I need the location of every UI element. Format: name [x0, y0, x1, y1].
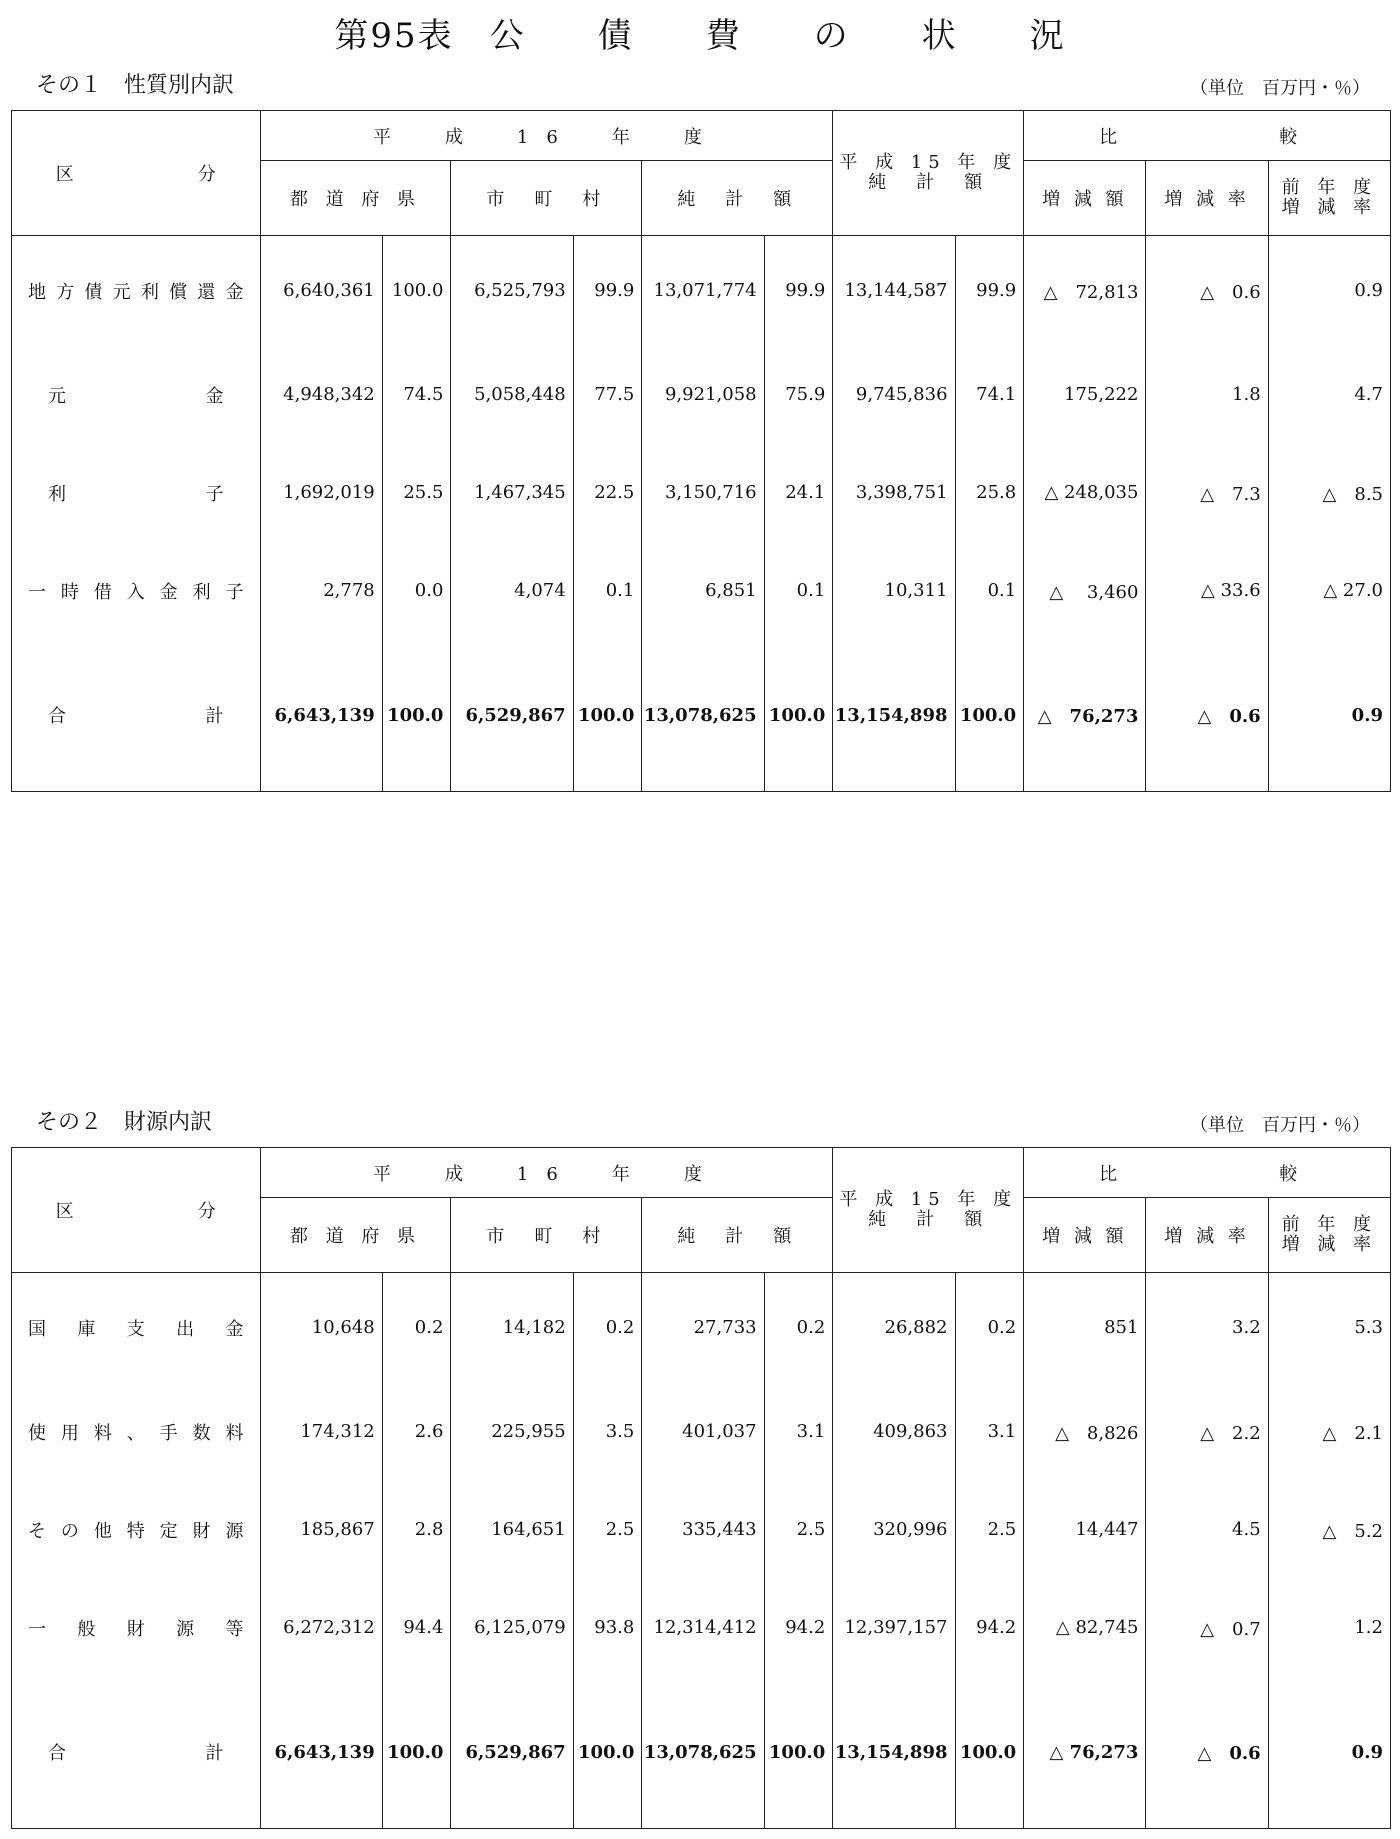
table-row — [12, 444, 1391, 542]
table-cell: 1,467,345 — [451, 444, 573, 542]
table-cell: 225,955 — [451, 1383, 573, 1481]
table-row — [12, 542, 1391, 640]
table-cell: 6,643,139 — [260, 1677, 382, 1829]
table-cell: 12,314,412 — [642, 1579, 764, 1677]
table-cell: 22.5 — [573, 444, 642, 542]
table2-subtitle: その２ 財源内訳 — [36, 1110, 213, 1135]
table-cell: 3.1 — [764, 1383, 833, 1481]
row-label: 一般財源等 — [12, 1579, 261, 1677]
header-zougenritsu: 増 減 率 — [1146, 161, 1268, 236]
table-cell: 5,058,448 — [451, 346, 573, 444]
table-cell: 0.0 — [382, 542, 451, 640]
table-cell: 100.0 — [955, 1677, 1024, 1829]
table-cell: 2.8 — [382, 1481, 451, 1579]
table-cell: △ 0.7 — [1146, 1579, 1268, 1677]
header-kubun: 区 分 — [12, 111, 261, 236]
header-zennen: 前 年 度 増 減 率 — [1268, 1198, 1390, 1273]
header-h16: 平 成 16 年 度 — [260, 1148, 833, 1198]
table-cell: 2.5 — [764, 1481, 833, 1579]
table-cell: 6,125,079 — [451, 1579, 573, 1677]
table2-unit: （単位 百万円・％） — [1190, 1115, 1370, 1136]
table-cell: 0.1 — [764, 542, 833, 640]
table-by-funding — [11, 1147, 1391, 1829]
table-cell: 4.7 — [1268, 346, 1390, 444]
table-cell: 0.9 — [1268, 236, 1390, 346]
table-cell: 0.2 — [955, 1273, 1024, 1383]
table-cell: △ 8.5 — [1268, 444, 1390, 542]
table-cell: 2,778 — [260, 542, 382, 640]
row-label: その他特定財源 — [12, 1481, 261, 1579]
table-cell: △ 2.2 — [1146, 1383, 1268, 1481]
table-cell: 1,692,019 — [260, 444, 382, 542]
table-cell: 409,863 — [833, 1383, 955, 1481]
header-junkei: 純 計 額 — [642, 1198, 833, 1273]
table-row — [12, 1677, 1391, 1829]
table-cell: 13,144,587 — [833, 236, 955, 346]
header-todofuken: 都 道 府 県 — [260, 161, 451, 236]
table-cell: 320,996 — [833, 1481, 955, 1579]
header-hikaku: 比 較 — [1024, 1148, 1391, 1198]
table-cell: △ 0.6 — [1146, 1677, 1268, 1829]
table-cell: 6,643,139 — [260, 640, 382, 792]
table-cell: 100.0 — [382, 640, 451, 792]
table-cell: 25.8 — [955, 444, 1024, 542]
table-cell: 164,651 — [451, 1481, 573, 1579]
table-cell: △ 3,460 — [1024, 542, 1146, 640]
table-cell: 0.1 — [573, 542, 642, 640]
table-cell: 4.5 — [1146, 1481, 1268, 1579]
table-cell: △ 7.3 — [1146, 444, 1268, 542]
table-cell: 1.2 — [1268, 1579, 1390, 1677]
header-zennen: 前 年 度 増 減 率 — [1268, 161, 1390, 236]
header-kubun: 区 分 — [12, 1148, 261, 1273]
header-junkei: 純 計 額 — [642, 161, 833, 236]
table-row — [12, 640, 1391, 792]
table-cell: 25.5 — [382, 444, 451, 542]
table-cell: 0.1 — [955, 542, 1024, 640]
table-cell: 100.0 — [764, 640, 833, 792]
table-cell: 100.0 — [764, 1677, 833, 1829]
table-cell: 27,733 — [642, 1273, 764, 1383]
table-cell: △ 248,035 — [1024, 444, 1146, 542]
table-cell: 4,074 — [451, 542, 573, 640]
header-zougengaku: 増 減 額 — [1024, 1198, 1146, 1273]
table-cell: 9,745,836 — [833, 346, 955, 444]
table-cell: 13,154,898 — [833, 640, 955, 792]
table-cell: 6,851 — [642, 542, 764, 640]
table-cell: 100.0 — [573, 1677, 642, 1829]
table-cell: 4,948,342 — [260, 346, 382, 444]
row-label: 一時借入金利子 — [12, 542, 261, 640]
table-cell: 3,398,751 — [833, 444, 955, 542]
table-cell: △ 82,745 — [1024, 1579, 1146, 1677]
table-cell: △ 5.2 — [1268, 1481, 1390, 1579]
table-cell: 6,640,361 — [260, 236, 382, 346]
table-cell: 75.9 — [764, 346, 833, 444]
row-label: 地方債元利償還金 — [12, 236, 261, 346]
table-cell: 13,154,898 — [833, 1677, 955, 1829]
table-cell: △ 2.1 — [1268, 1383, 1390, 1481]
table-cell: 100.0 — [382, 1677, 451, 1829]
table-row — [12, 1481, 1391, 1579]
table-cell: △ 76,273 — [1024, 640, 1146, 792]
table-cell: 2.6 — [382, 1383, 451, 1481]
table-cell: 94.4 — [382, 1579, 451, 1677]
table-cell: 335,443 — [642, 1481, 764, 1579]
table-cell: 185,867 — [260, 1481, 382, 1579]
table-cell: 6,525,793 — [451, 236, 573, 346]
table-cell: △ 0.6 — [1146, 236, 1268, 346]
table-cell: 100.0 — [382, 236, 451, 346]
header-h16: 平 成 16 年 度 — [260, 111, 833, 161]
table-cell: 14,447 — [1024, 1481, 1146, 1579]
table-cell: 0.2 — [764, 1273, 833, 1383]
table-cell: 9,921,058 — [642, 346, 764, 444]
header-todofuken: 都 道 府 県 — [260, 1198, 451, 1273]
table-cell: 13,078,625 — [642, 1677, 764, 1829]
table-cell: △ 33.6 — [1146, 542, 1268, 640]
table-cell: 99.9 — [573, 236, 642, 346]
table-cell: 174,312 — [260, 1383, 382, 1481]
table-cell: △ 72,813 — [1024, 236, 1146, 346]
table-cell: 3.2 — [1146, 1273, 1268, 1383]
table-cell: △ 0.6 — [1146, 640, 1268, 792]
table-cell: 0.2 — [573, 1273, 642, 1383]
table-cell: 5.3 — [1268, 1273, 1390, 1383]
table-cell: 12,397,157 — [833, 1579, 955, 1677]
table-cell: 74.5 — [382, 346, 451, 444]
table-cell: △ 8,826 — [1024, 1383, 1146, 1481]
table-by-nature — [11, 110, 1391, 792]
table-cell: 3.5 — [573, 1383, 642, 1481]
table1-subtitle: その１ 性質別内訳 — [36, 73, 235, 98]
table-cell: 2.5 — [573, 1481, 642, 1579]
table-cell: 26,882 — [833, 1273, 955, 1383]
table-cell: 99.9 — [764, 236, 833, 346]
table-cell: 6,529,867 — [451, 640, 573, 792]
table-cell: 74.1 — [955, 346, 1024, 444]
header-hikaku: 比 較 — [1024, 111, 1391, 161]
table-cell: 13,071,774 — [642, 236, 764, 346]
row-label: 使用料、手数料 — [12, 1383, 261, 1481]
table-cell: 2.5 — [955, 1481, 1024, 1579]
table-cell: 10,648 — [260, 1273, 382, 1383]
row-label: 利子 — [12, 444, 261, 542]
table-cell: 3.1 — [955, 1383, 1024, 1481]
table-cell: 24.1 — [764, 444, 833, 542]
table-cell: 13,078,625 — [642, 640, 764, 792]
table-row — [12, 236, 1391, 346]
table-cell: 1.8 — [1146, 346, 1268, 444]
table-cell: 10,311 — [833, 542, 955, 640]
page-title: 第95表 公 債 費 の 状 況 — [334, 16, 1066, 56]
table-cell: 94.2 — [764, 1579, 833, 1677]
table-cell: 3,150,716 — [642, 444, 764, 542]
header-zougenritsu: 増 減 率 — [1146, 1198, 1268, 1273]
table-cell: 401,037 — [642, 1383, 764, 1481]
table1-unit: （単位 百万円・％） — [1190, 78, 1370, 99]
row-label: 合計 — [12, 640, 261, 792]
table-row — [12, 346, 1391, 444]
table-cell: 851 — [1024, 1273, 1146, 1383]
table-cell: 6,272,312 — [260, 1579, 382, 1677]
table-cell: 99.9 — [955, 236, 1024, 346]
header-zougengaku: 増 減 額 — [1024, 161, 1146, 236]
table-cell: 0.9 — [1268, 1677, 1390, 1829]
table-row — [12, 1273, 1391, 1383]
table-cell: 77.5 — [573, 346, 642, 444]
header-h15: 平 成 15 年 度 純 計 額 — [833, 111, 1024, 236]
row-label: 国庫支出金 — [12, 1273, 261, 1383]
table-row — [12, 1579, 1391, 1677]
table-cell: 94.2 — [955, 1579, 1024, 1677]
table-cell: 100.0 — [955, 640, 1024, 792]
header-shichoson: 市 町 村 — [451, 1198, 642, 1273]
header-h15: 平 成 15 年 度 純 計 額 — [833, 1148, 1024, 1273]
table-cell: 0.2 — [382, 1273, 451, 1383]
table-cell: 175,222 — [1024, 346, 1146, 444]
table-cell: △ 76,273 — [1024, 1677, 1146, 1829]
row-label: 元金 — [12, 346, 261, 444]
table-row — [12, 1383, 1391, 1481]
table-cell: 14,182 — [451, 1273, 573, 1383]
table-cell: 6,529,867 — [451, 1677, 573, 1829]
row-label: 合計 — [12, 1677, 261, 1829]
table-cell: 100.0 — [573, 640, 642, 792]
table-cell: △ 27.0 — [1268, 542, 1390, 640]
header-shichoson: 市 町 村 — [451, 161, 642, 236]
table-cell: 93.8 — [573, 1579, 642, 1677]
table-cell: 0.9 — [1268, 640, 1390, 792]
